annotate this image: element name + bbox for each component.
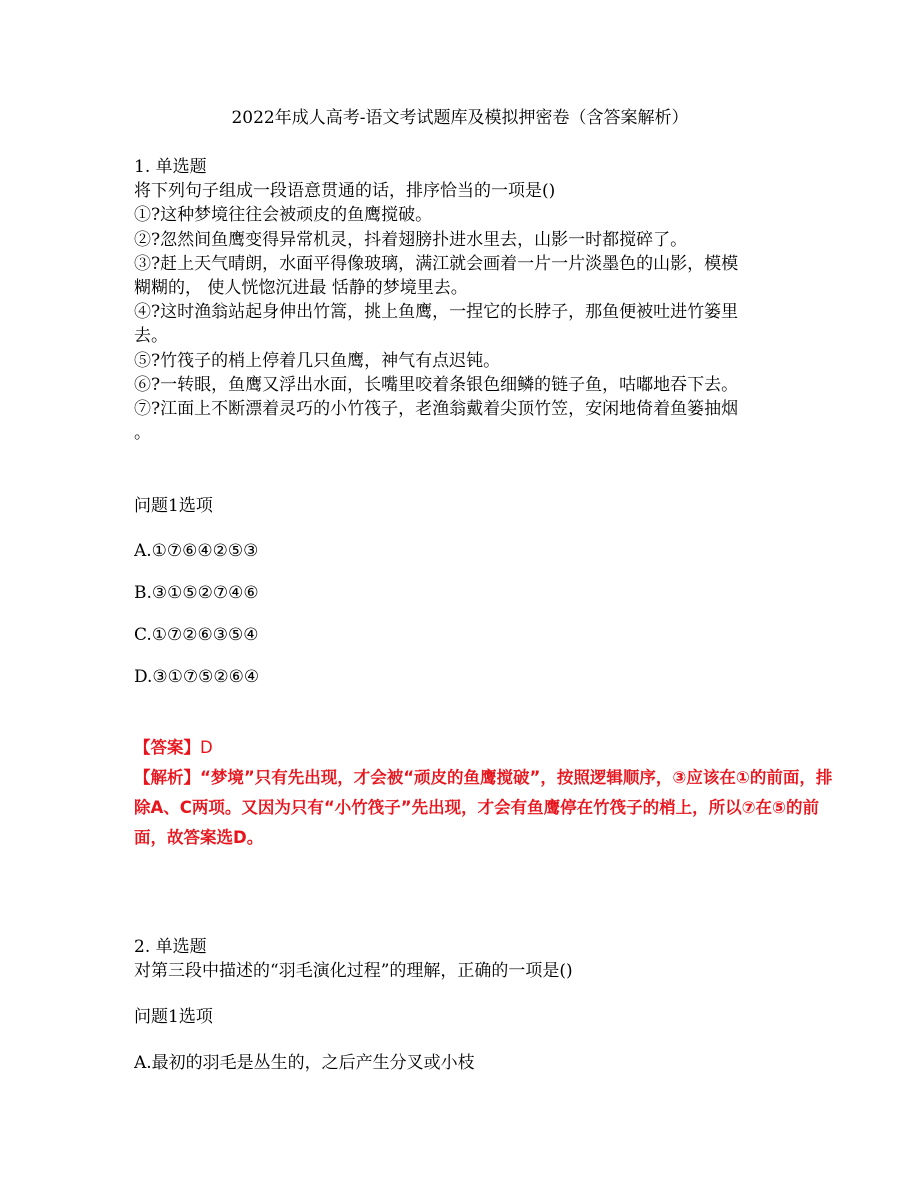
question-2-number: 2. 单选题	[134, 937, 207, 957]
question-1	[134, 155, 794, 445]
question-2-option-a: A.最初的羽毛是丛生的，之后产生分叉或小枝	[134, 1053, 475, 1073]
sentence-6: ⑥?一转眼，鱼鹰又浮出水面，长嘴里咬着条银色细鳞的链子鱼，咕嘟地吞下去。	[134, 374, 739, 395]
answer-analysis	[134, 733, 834, 853]
analysis-tag: 【解析】	[134, 768, 200, 787]
sentence-4-cont: 去。	[134, 326, 168, 347]
question-prompt: 将下列句子组成一段语意贯通的话，排序恰当的一项是()	[134, 181, 556, 202]
answer-tag: 【答案】	[134, 738, 200, 757]
answer-line	[134, 733, 834, 763]
sentence-7-cont: 。	[134, 423, 151, 444]
analysis-line	[134, 763, 834, 853]
options-label: 问题1选项	[134, 496, 213, 516]
sentence-3: ③?赶上天气晴朗，水面平得像玻璃，满江就会画着一片一片淡墨色的山影，模模	[134, 253, 739, 274]
analysis-text: “梦境”只有先出现，才会被“顽皮的鱼鹰搅破”，按照逻辑顺序，③应该在①的前面，排除A、C两项。又因为只有“小竹筏子”先出现，才会有鱼鹰停在竹筏子的梢上，所以⑦在⑤的前面，故答案选D。	[134, 768, 833, 847]
answer-value: D	[200, 738, 213, 757]
sentence-3-cont: 糊糊的， 使人恍惚沉进最 恬静的梦境里去。	[134, 278, 468, 299]
sentence-2: ②?忽然间鱼鹰变得异常机灵，抖着翅膀扑进水里去，山影一时都搅碎了。	[134, 229, 688, 250]
document-title: 2022年成人高考-语文考试题库及模拟押密卷（含答案解析）	[231, 108, 689, 128]
sentence-1: ①?这种梦境往往会被顽皮的鱼鹰搅破。	[134, 205, 433, 226]
option-b: B.③①⑤②⑦④⑥	[134, 583, 259, 603]
sentence-7: ⑦?江面上不断漂着灵巧的小竹筏子，老渔翁戴着尖顶竹笠，安闲地倚着鱼篓抽烟	[134, 399, 739, 420]
question-2-prompt: 对第三段中描述的“羽毛演化过程”的理解，正确的一项是()	[134, 961, 573, 981]
question-2-options-label: 问题1选项	[134, 1007, 213, 1027]
sentence-4: ④?这时渔翁站起身伸出竹篙，挑上鱼鹰，一捏它的长脖子，那鱼便被吐进竹篓里	[134, 302, 739, 323]
sentence-5: ⑤?竹筏子的梢上停着几只鱼鹰，神气有点迟钝。	[134, 350, 501, 371]
option-a: A.①⑦⑥④②⑤③	[134, 541, 259, 561]
question-number: 1. 单选题	[134, 157, 207, 177]
option-d: D.③①⑦⑤②⑥④	[134, 667, 260, 687]
option-c: C.①⑦②⑥③⑤④	[134, 625, 259, 645]
